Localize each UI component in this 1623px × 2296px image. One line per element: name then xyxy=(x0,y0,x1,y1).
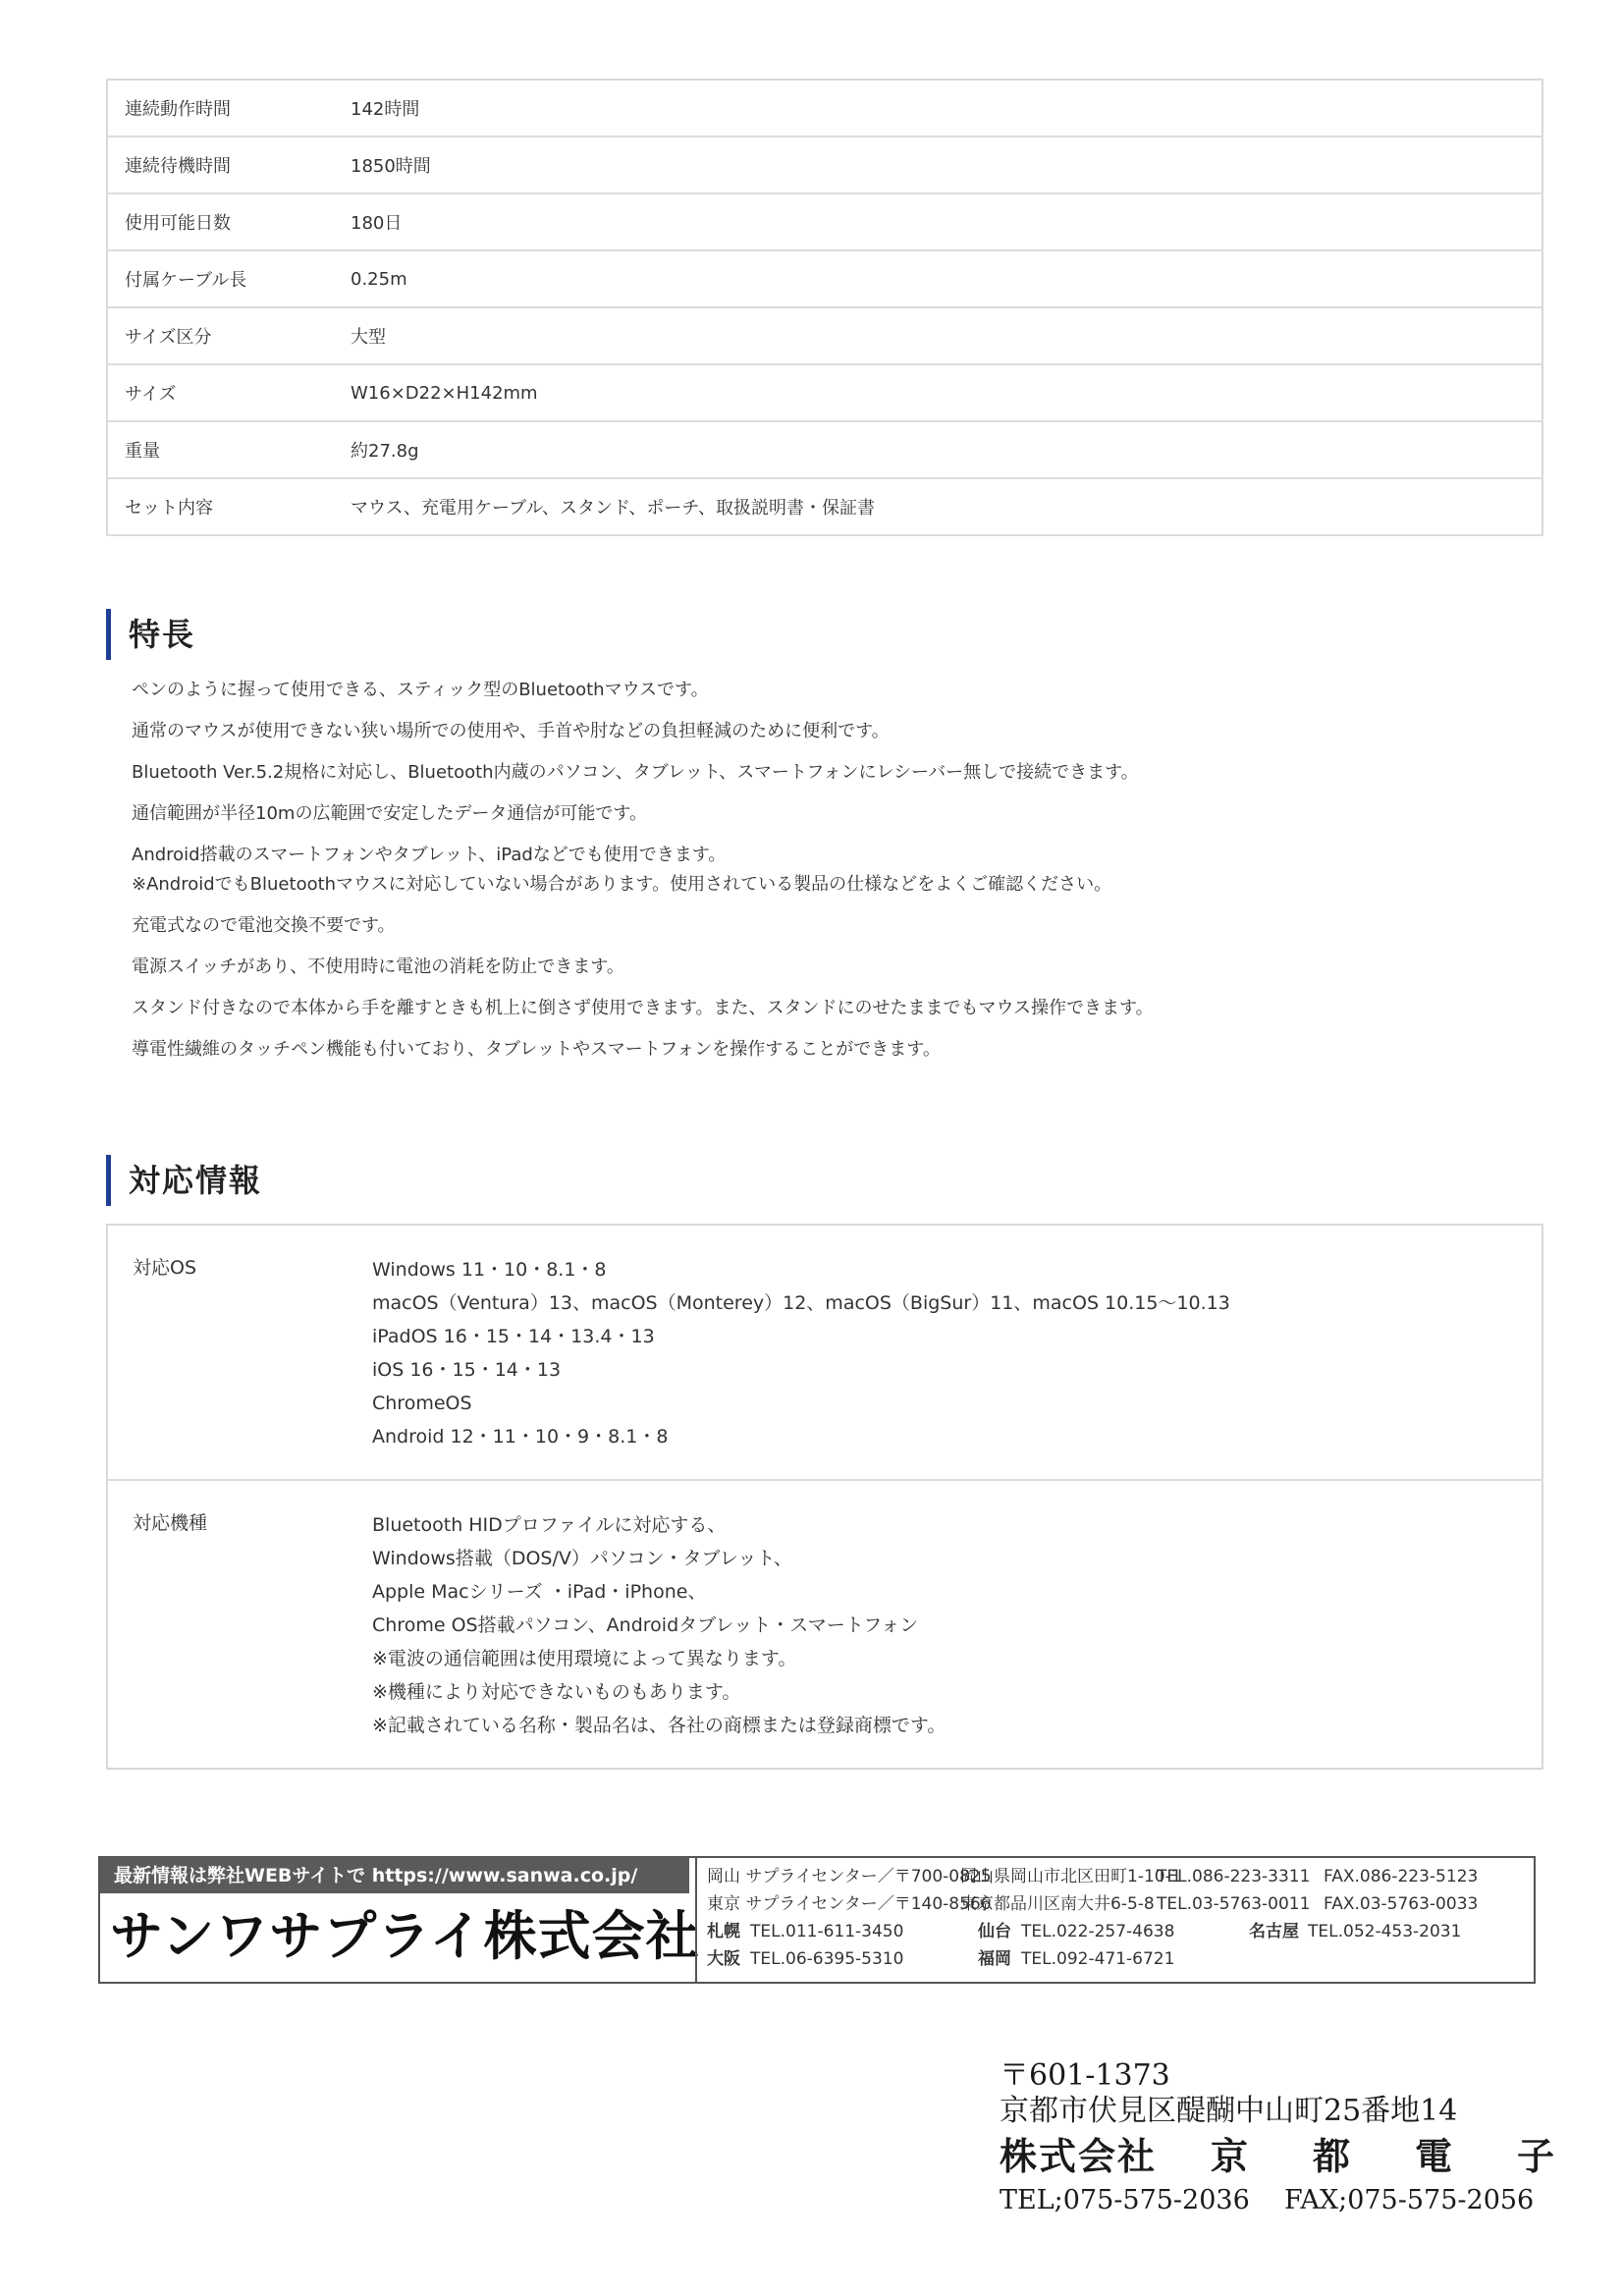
spec-value: 約27.8g xyxy=(351,421,1542,478)
table-row xyxy=(107,1225,1542,1480)
feature-text: 通信範囲が半径10mの広範囲で安定したデータ通信が可能です。 xyxy=(132,803,647,824)
os-line: macOS（Ventura）13、macOS（Monterey）12、macOS（BigSur）11、macOS 10.15～10.13 xyxy=(372,1292,1230,1314)
branch-city: 福岡 xyxy=(978,1949,1011,1969)
dealer-tel: TEL;075-575-2036 xyxy=(1000,2185,1250,2215)
feature-text: スタンド付きなので本体から手を離すときも机上に倒さず使用できます。また、スタンドにのせたままでもマウス操作できます。 xyxy=(132,998,1154,1018)
feature-text: 充電式なので電池交換不要です。 xyxy=(132,915,396,936)
feature-item xyxy=(132,758,1526,788)
model-line: Windows搭載（DOS/V）パソコン・タブレット、 xyxy=(372,1548,792,1569)
spec-value: 142時間 xyxy=(351,80,1542,137)
feature-text: 通常のマウスが使用できない狭い場所での使用や、手首や肘などの負担軽減のために便利です。 xyxy=(132,721,890,741)
dealer-address: 京都市伏見区醍醐中山町25番地14 xyxy=(1000,2094,1458,2128)
table-row xyxy=(107,137,1542,193)
spec-table xyxy=(106,79,1543,536)
features-list xyxy=(132,676,1526,1076)
feature-text: ペンのように握って使用できる、スティック型のBluetoothマウスです。 xyxy=(132,680,709,700)
dealer-postal: 〒601-1373 xyxy=(1000,2058,1170,2093)
center-name: 東京 サプライセンター／〒140-8566 xyxy=(707,1894,992,1914)
spec-key: 使用可能日数 xyxy=(107,193,351,250)
spec-value: W16×D22×H142mm xyxy=(351,364,1542,421)
feature-item xyxy=(132,841,1526,900)
spec-key: 重量 xyxy=(107,421,351,478)
table-row xyxy=(107,1480,1542,1769)
model-label: 対応機種 xyxy=(133,1512,208,1534)
dealer-company-char: 子 xyxy=(1516,2134,1556,2178)
spec-key: サイズ区分 xyxy=(107,307,351,364)
features-heading: 特長 xyxy=(106,609,195,660)
center-tel: TEL.03-5763-0011 xyxy=(1157,1894,1311,1914)
dealer-stamp xyxy=(1000,2058,1556,2217)
feature-text: 導電性繊維のタッチペン機能も付いており、タブレットやスマートフォンを操作することができます。 xyxy=(132,1039,941,1060)
dealer-company xyxy=(1000,2129,1556,2184)
feature-item xyxy=(132,676,1526,705)
spec-key: サイズ xyxy=(107,364,351,421)
tokyo-center xyxy=(707,1893,1528,1915)
dealer-company-char: 電 xyxy=(1414,2134,1454,2178)
os-list xyxy=(372,1225,1542,1480)
spec-key: セット内容 xyxy=(107,478,351,535)
dealer-company-char: 京 xyxy=(1210,2134,1250,2178)
feature-item xyxy=(132,994,1526,1023)
spec-value: 大型 xyxy=(351,307,1542,364)
branch-city: 札幌 xyxy=(707,1922,740,1941)
spec-value: マウス、充電用ケーブル、スタンド、ポーチ、取扱説明書・保証書 xyxy=(351,478,1542,535)
os-line: iPadOS 16・15・14・13.4・13 xyxy=(372,1326,655,1347)
branch-row xyxy=(707,1921,1528,1942)
model-line: ※記載されている名称・製品名は、各社の商標または登録商標です。 xyxy=(372,1715,947,1736)
center-tel: TEL.086-223-3311 xyxy=(1157,1867,1311,1886)
center-address: 岡山県岡山市北区田町1-10-1 xyxy=(960,1867,1182,1886)
spec-value: 0.25m xyxy=(351,250,1542,307)
branch-tel: TEL.06-6395-5310 xyxy=(750,1949,904,1969)
branch-tel: TEL.052-453-2031 xyxy=(1308,1922,1462,1941)
dealer-company-char: 都 xyxy=(1312,2134,1352,2178)
dealer-phone xyxy=(1000,2184,1549,2217)
table-row xyxy=(107,307,1542,364)
dealer-fax: FAX;075-575-2056 xyxy=(1284,2185,1535,2215)
model-line: Apple Macシリーズ ・iPad・iPhone、 xyxy=(372,1581,707,1603)
center-fax: FAX.086-223-5123 xyxy=(1324,1867,1479,1886)
model-line: Bluetooth HIDプロファイルに対応する、 xyxy=(372,1514,727,1536)
os-line: Windows 11・10・8.1・8 xyxy=(372,1259,607,1281)
feature-item xyxy=(132,911,1526,941)
feature-item xyxy=(132,717,1526,746)
table-row xyxy=(107,421,1542,478)
feature-item xyxy=(132,799,1526,829)
model-list xyxy=(372,1480,1542,1769)
feature-text: Android搭載のスマートフォンやタブレット、iPadなどでも使用できます。 xyxy=(132,845,727,865)
branch-city: 仙台 xyxy=(978,1922,1011,1941)
branch-tel: TEL.022-257-4638 xyxy=(1021,1922,1175,1941)
branch-tel: TEL.092-471-6721 xyxy=(1021,1949,1175,1969)
table-row xyxy=(107,364,1542,421)
table-row xyxy=(107,193,1542,250)
okayama-center xyxy=(707,1866,1528,1887)
banner-contacts xyxy=(695,1858,1534,1982)
branch-row xyxy=(707,1948,1528,1970)
feature-item xyxy=(132,1035,1526,1065)
feature-note: ※AndroidでもBluetoothマウスに対応していない場合があります。使用されている製品の仕様などをよくご確認ください。 xyxy=(132,874,1112,895)
model-line: ※機種により対応できないものもあります。 xyxy=(372,1681,741,1703)
os-line: ChromeOS xyxy=(372,1393,472,1414)
model-line: Chrome OS搭載パソコン、Androidタブレット・スマートフォン xyxy=(372,1614,919,1636)
os-line: Android 12・11・10・9・8.1・8 xyxy=(372,1426,669,1448)
center-name: 岡山 サプライセンター／〒700-0825 xyxy=(707,1867,992,1886)
compat-heading: 対応情報 xyxy=(106,1155,262,1206)
table-row xyxy=(107,80,1542,137)
spec-value: 1850時間 xyxy=(351,137,1542,193)
compat-table xyxy=(106,1224,1543,1770)
feature-text: 電源スイッチがあり、不使用時に電池の消耗を防止できます。 xyxy=(132,957,624,977)
spec-key: 連続動作時間 xyxy=(107,80,351,137)
spec-value: 180日 xyxy=(351,193,1542,250)
branch-city: 大阪 xyxy=(707,1949,740,1969)
feature-item xyxy=(132,953,1526,982)
web-notice[interactable]: 最新情報は弊社WEBサイトで https://www.sanwa.co.jp/ xyxy=(100,1858,689,1893)
spec-key: 連続待機時間 xyxy=(107,137,351,193)
sanwa-banner xyxy=(98,1856,1536,1984)
spec-key: 付属ケーブル長 xyxy=(107,250,351,307)
center-address: 東京都品川区南大井6-5-8 xyxy=(960,1894,1155,1914)
center-fax: FAX.03-5763-0033 xyxy=(1324,1894,1479,1914)
table-row xyxy=(107,250,1542,307)
os-line: iOS 16・15・14・13 xyxy=(372,1359,562,1381)
banner-left xyxy=(100,1858,700,1982)
feature-text: Bluetooth Ver.5.2規格に対応し、Bluetooth内蔵のパソコン、タブレット、スマートフォンにレシーバー無しで接続できます。 xyxy=(132,762,1139,783)
model-line: ※電波の通信範囲は使用環境によって異なります。 xyxy=(372,1648,797,1669)
os-label: 対応OS xyxy=(107,1225,372,1480)
company-logo: サンワサプライ株式会社 xyxy=(110,1905,700,1967)
branch-city: 名古屋 xyxy=(1249,1922,1299,1941)
dealer-company-prefix: 株式会社 xyxy=(1000,2134,1158,2178)
branch-tel: TEL.011-611-3450 xyxy=(750,1922,904,1941)
table-row xyxy=(107,478,1542,535)
